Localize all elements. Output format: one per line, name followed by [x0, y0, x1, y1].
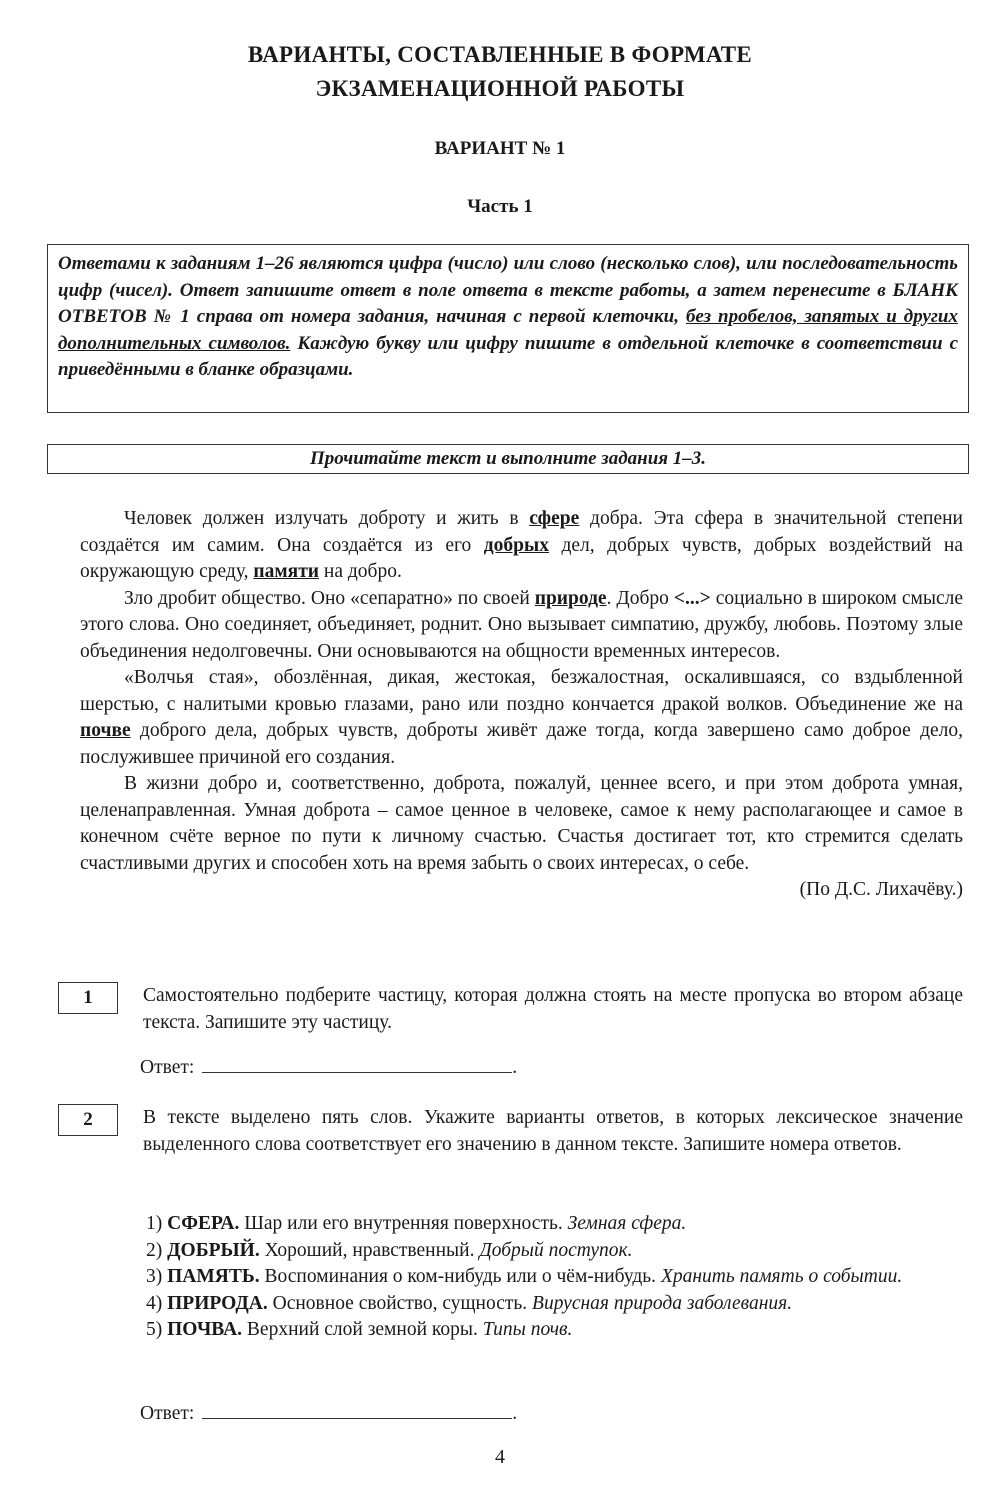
answer-label: Ответ:: [140, 1403, 195, 1424]
instructions-text: Ответами к заданиям 1–26 являются цифра (число) или слово (несколько слов), или последовательность цифр (чисел). Ответ запишите ответ в поле ответа в тексте работы, а затем перенесите в БЛАНК ОТВЕТОВ № 1 справа от номера задания, начиная с первой клеточки,: [58, 253, 958, 327]
answer-label: Ответ:: [140, 1057, 195, 1078]
part-heading: Часть 1: [467, 196, 533, 217]
task-2-number: 2: [58, 1104, 118, 1136]
paragraph-2: Зло дробит общество. Оно «сепаратно» по своей природе. Добро <...> социально в широком смысле этого слова. Оно соединяет, объединяет, роднит. Оно вызывает симпатию, дружбу, любовь. Поэтому злые объединения недолговечны. Они основываются на общности временных интересов.: [80, 587, 963, 662]
variant-heading: ВАРИАНТ № 1: [434, 138, 566, 159]
option-item: 3) ПАМЯТЬ. Воспоминания о ком-нибудь или о чём-нибудь. Хранить память о событии.: [146, 1266, 903, 1287]
instructions-box: [47, 244, 969, 413]
task-1-number: 1: [58, 982, 118, 1014]
read-prompt: Прочитайте текст и выполните задания 1–3.: [47, 444, 969, 474]
instructions-underlined: без пробелов, запятых и других дополнительных символов.: [58, 306, 958, 354]
task-1-text: Самостоятельно подберите частицу, которая должна стоять на месте пропуска во втором абзаце текста. Запишите эту частицу.: [143, 985, 963, 1033]
task-2-answer: Ответ: .: [140, 1400, 517, 1425]
highlight-word-pochve: почве: [80, 720, 131, 741]
paragraph-3: «Волчья стая», обозлённая, дикая, жестокая, безжалостная, оскалившаяся, со вздыбленной шерстью, с налитыми кровью глазами, рано или поздно кончается дракой волков. Объединение же на почве доброго дела, добрых чувств, доброты живёт даже тогда, когда завершено само доброе дело, послужившее причиной его создания.: [80, 667, 963, 768]
answer-line[interactable]: [202, 1054, 512, 1073]
option-item: 4) ПРИРОДА. Основное свойство, сущность. Вирусная природа заболевания.: [146, 1292, 793, 1314]
paragraph-4: В жизни добро и, соответственно, доброта, пожалуй, ценнее всего, и при этом доброта умная, целенаправленная. Умная доброта – самое ценное в человеке, самое к нему располагающее и самое в конечном счёте верное по пути к личному счастью. Счастья достигает тот, кто стремится сделать счастливыми других и способен хоть на время забыть о своих интересах, о себе.: [80, 773, 963, 874]
gap-marker: <...>: [673, 587, 711, 609]
option-item: 1) СФЕРА. Шар или его внутренняя поверхность. Земная сфера.: [146, 1213, 687, 1234]
paragraph-1: Человек должен излучать доброту и жить в сфере добра. Эта сфера в значительной степени создаётся им самим. Она создаётся из его добрых дел, добрых чувств, добрых воздействий на окружающую среду, памяти на добро.: [80, 508, 963, 582]
instructions-text-end: Каждую букву или цифру пишите в отдельной клеточке в соответствии с приведёнными в бланке образцами.: [58, 332, 959, 380]
option-item: 5) ПОЧВА. Верхний слой земной коры. Типы почв.: [146, 1319, 573, 1340]
passage: [80, 506, 963, 904]
highlight-word-dobryh: добрых: [483, 534, 549, 556]
option-item: 2) ДОБРЫЙ. Хороший, нравственный. Добрый поступок.: [146, 1239, 633, 1261]
page-number: 4: [495, 1446, 505, 1468]
task-1-answer: Ответ: .: [140, 1054, 517, 1079]
highlight-word-pamyati: памяти: [253, 561, 320, 582]
highlight-word-prirode: природе: [534, 587, 607, 609]
answer-line[interactable]: [202, 1400, 512, 1419]
task-2-text: В тексте выделено пять слов. Укажите варианты ответов, в которых лексическое значение выделенного слова соответствует его значению в данном тексте. Запишите номера ответов.: [143, 1107, 963, 1155]
page-title-line1: ВАРИАНТЫ, СОСТАВЛЕННЫЕ В ФОРМАТЕ: [247, 42, 753, 67]
highlight-word-sfera: сфере: [529, 508, 580, 529]
task-2-options: [146, 1211, 966, 1344]
source-attribution: (По Д.С. Лихачёву.): [799, 879, 963, 900]
page-title-line2: ЭКЗАМЕНАЦИОННОЙ РАБОТЫ: [315, 76, 685, 101]
